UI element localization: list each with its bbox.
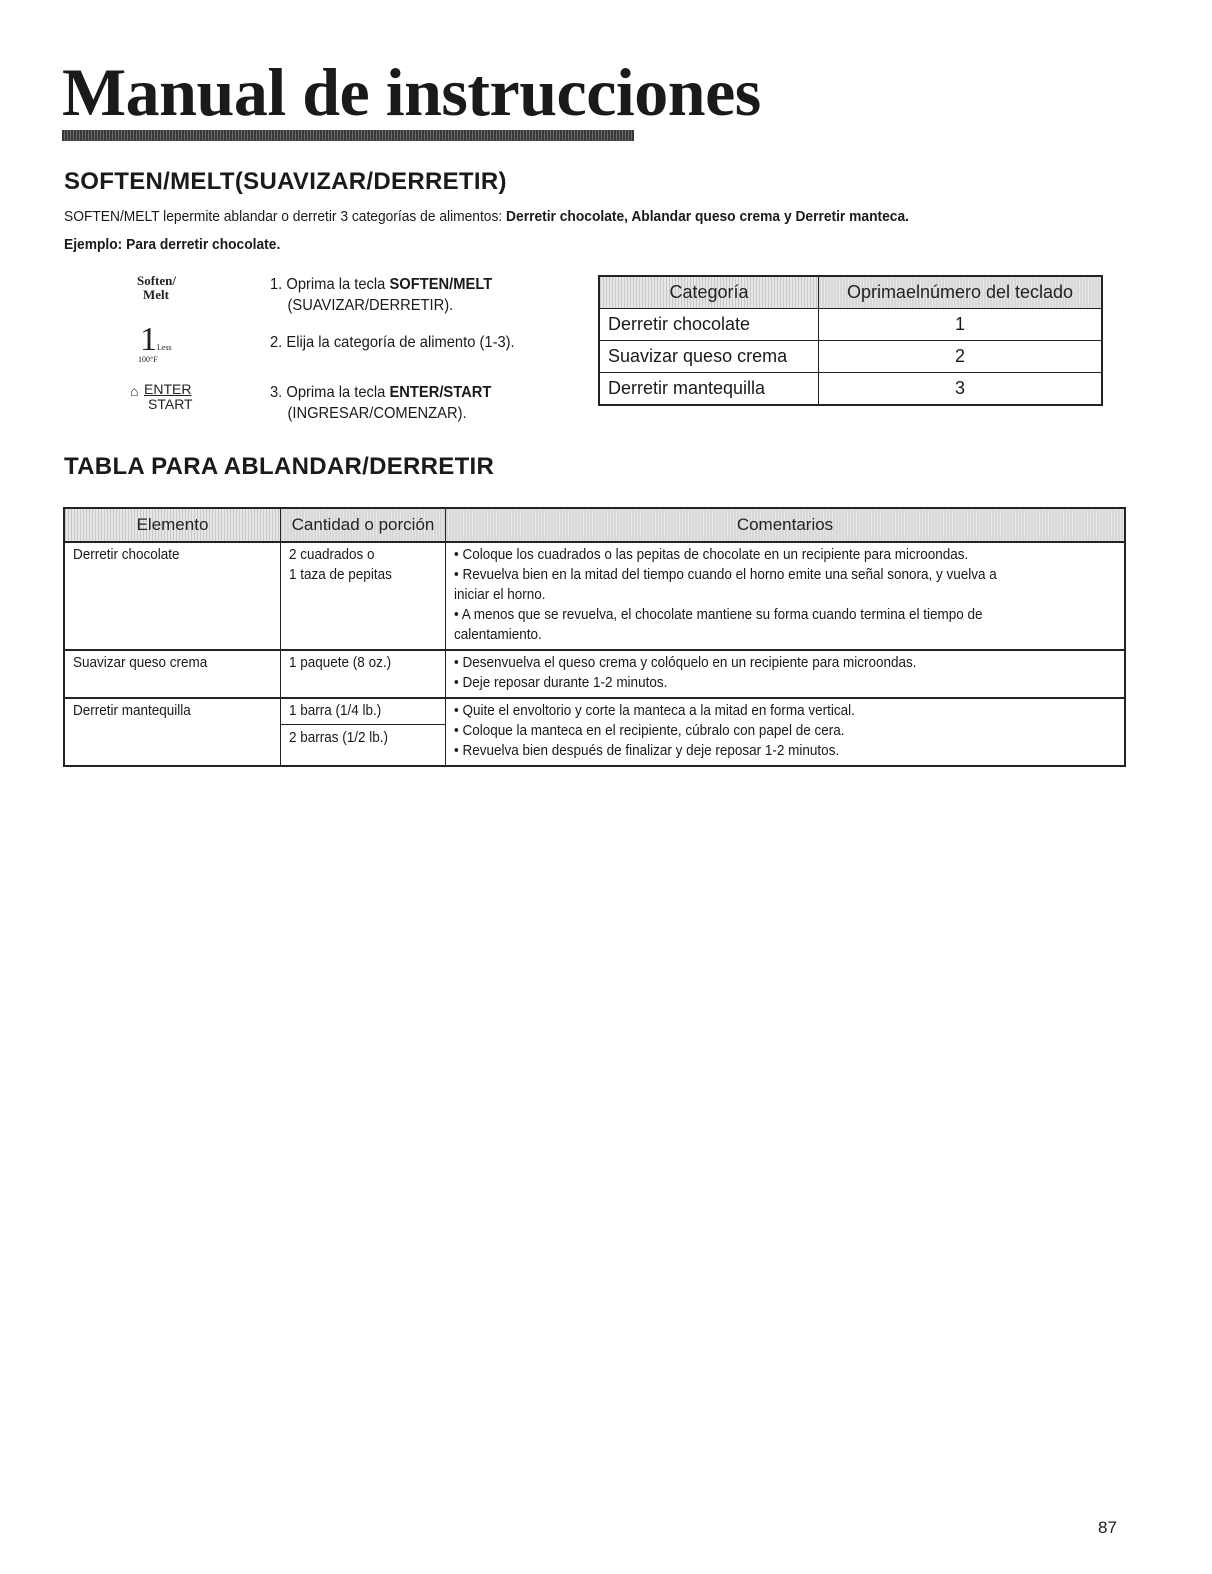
one-key-temp-label: 100°F xyxy=(138,355,158,364)
section-heading-soften-melt: SOFTEN/MELT(SUAVIZAR/DERRETIR) xyxy=(64,168,507,195)
comments-header: Comentarios xyxy=(446,508,1126,542)
step-3 xyxy=(270,382,491,424)
melt-table-header xyxy=(64,508,1125,542)
table-row xyxy=(64,698,1125,766)
amount-line: 2 cuadrados o xyxy=(289,546,375,563)
step-key-name: ENTER/START xyxy=(389,384,492,401)
comments-cell xyxy=(446,698,1126,766)
enter-key-line1: ENTER xyxy=(144,381,192,397)
comment-line: • Coloque la manteca en el recipiente, cúbralo con papel de cera. xyxy=(454,722,845,739)
comment-line: calentamiento. xyxy=(454,626,542,643)
section-heading-soften-melt-table: TABLA PARA ABLANDAR/DERRETIR xyxy=(64,453,495,480)
amount-cell xyxy=(281,542,446,650)
step-number: 3. xyxy=(270,384,283,401)
table-row xyxy=(64,542,1125,650)
soften-key-line2: Melt xyxy=(143,287,169,302)
comment-line: • Quite el envoltorio y corte la manteca a la mitad en forma vertical. xyxy=(454,702,855,719)
item-cell xyxy=(64,542,281,650)
enter-key-line2: START xyxy=(148,396,193,412)
category-name: Suavizar queso crema xyxy=(599,341,819,373)
amount-line: 2 barras (1/2 lb.) xyxy=(289,729,389,746)
item-name: Suavizar queso crema xyxy=(73,654,208,671)
step-key-name: SOFTEN/MELT xyxy=(389,276,493,293)
category-table-header xyxy=(599,276,1102,309)
page-number: 87 xyxy=(1098,1518,1117,1537)
intro-bold-text: Derretir chocolate, Ablandar queso crema y Derretir manteca. xyxy=(506,208,909,225)
intro-plain-text: SOFTEN/MELT lepermite ablandar o derretir 3 categorías de alimentos: xyxy=(64,208,507,225)
intro-paragraph xyxy=(64,208,1076,225)
comments-cell xyxy=(446,542,1126,650)
step-text: Oprima la tecla xyxy=(286,276,390,293)
amount-line: 1 taza de pepitas xyxy=(289,566,392,583)
amount-header: Cantidad o porción xyxy=(281,508,446,542)
comments-cell xyxy=(446,650,1126,698)
item-name: Derretir chocolate xyxy=(73,546,180,563)
step-text: Elija la categoría de alimento (1-3). xyxy=(286,334,515,351)
comment-line: • Revuelva bien en la mitad del tiempo cuando el horno emite una señal sonora, y vuelva a xyxy=(454,566,997,583)
item-cell xyxy=(64,650,281,698)
table-row xyxy=(599,341,1102,373)
step-2 xyxy=(270,332,515,353)
category-name: Derretir chocolate xyxy=(599,309,819,341)
table-row xyxy=(64,650,1125,698)
item-header: Elemento xyxy=(64,508,281,542)
category-header: Categoría xyxy=(599,276,819,309)
keypad-number: 3 xyxy=(819,373,1103,406)
comment-line: • Coloque los cuadrados o las pepitas de chocolate en un recipiente para microondas. xyxy=(454,546,969,563)
start-bell-icon: ⌂ xyxy=(130,383,139,399)
amount-divider xyxy=(281,724,445,748)
step-number: 2. xyxy=(270,334,283,351)
item-cell xyxy=(64,698,281,766)
step-1 xyxy=(270,274,492,316)
one-key-small-label: Less xyxy=(157,343,172,352)
soften-melt-key-icon xyxy=(137,274,176,302)
example-label: Ejemplo: Para derretir chocolate. xyxy=(64,236,281,253)
table-row xyxy=(599,373,1102,406)
comment-line: • Revuelva bien después de finalizar y deje reposar 1-2 minutos. xyxy=(454,742,840,759)
step-continuation: (INGRESAR/COMENZAR). xyxy=(287,405,467,422)
comment-line: iniciar el horno. xyxy=(454,586,546,603)
amount-line: 1 paquete (8 oz.) xyxy=(289,654,392,671)
enter-start-key-icon xyxy=(130,382,193,412)
comment-line: • A menos que se revuelva, el chocolate mantiene su forma cuando termina el tiempo de xyxy=(454,606,983,623)
keypad-number: 2 xyxy=(819,341,1103,373)
step-continuation: (SUAVIZAR/DERRETIR). xyxy=(287,297,454,314)
comment-line: • Deje reposar durante 1-2 minutos. xyxy=(454,674,668,691)
keypad-number: 1 xyxy=(819,309,1103,341)
page-title: Manual de instrucciones xyxy=(62,54,761,130)
category-name: Derretir mantequilla xyxy=(599,373,819,406)
amount-cell xyxy=(281,650,446,698)
amount-line: 1 barra (1/4 lb.) xyxy=(289,702,382,719)
title-rule xyxy=(62,130,634,141)
step-number: 1. xyxy=(270,276,283,293)
item-name: Derretir mantequilla xyxy=(73,702,191,719)
one-key-digit: 1 xyxy=(140,321,157,358)
amount-cell xyxy=(281,698,446,766)
number-one-key-icon xyxy=(138,321,172,364)
category-table xyxy=(598,275,1103,406)
soften-melt-table xyxy=(63,507,1126,767)
keypad-number-header: Oprimaelnúmero del teclado xyxy=(819,276,1103,309)
table-row xyxy=(599,309,1102,341)
soften-key-line1: Soften/ xyxy=(137,273,176,288)
comment-line: • Desenvuelva el queso crema y colóquelo en un recipiente para microondas. xyxy=(454,654,917,671)
step-text: Oprima la tecla xyxy=(286,384,390,401)
